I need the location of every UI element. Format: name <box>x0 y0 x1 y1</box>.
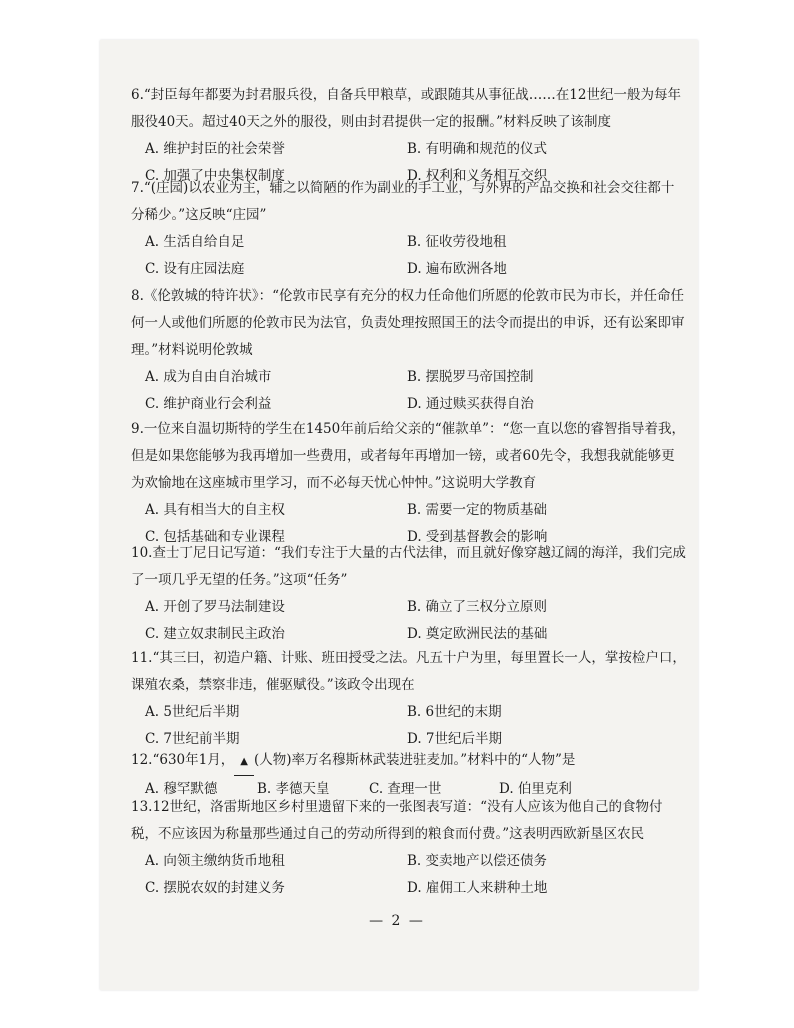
option-a[interactable]: A. 具有相当大的自主权 <box>145 502 285 518</box>
option-b[interactable]: B. 确立了三权分立原则 <box>407 599 548 615</box>
option-b[interactable]: B. 6世纪的末期 <box>407 704 502 720</box>
option-c[interactable]: C. 维护商业行会利益 <box>145 396 272 412</box>
option-c[interactable]: C. 摆脱农奴的封建义务 <box>145 880 285 896</box>
option-a[interactable]: A. 向领主缴纳货币地租 <box>145 853 285 869</box>
question-7 <box>131 175 686 283</box>
answer-options <box>145 364 686 418</box>
option-c[interactable]: C. 加强了中央集权制度 <box>145 168 285 184</box>
option-a[interactable]: A. 穆罕默德 <box>145 781 218 797</box>
option-a[interactable]: A. 维护封臣的社会荣誉 <box>145 141 285 157</box>
option-a[interactable]: A. 生活自给自足 <box>145 234 245 250</box>
question-stem <box>131 747 686 776</box>
option-d[interactable]: D. 雇佣工人来耕种土地 <box>407 880 548 896</box>
question-10 <box>131 540 686 648</box>
question-stem: 13.12世纪，洛雷斯地区乡村里遗留下来的一张图表写道：“没有人应该为他自己的食物付税，不应该因为称量那些通过自己的劳动所得到的粮食而付费。”这表明西欧新垦区农民 <box>131 799 663 842</box>
answer-options <box>145 699 686 753</box>
option-a[interactable]: A. 成为自由自治城市 <box>145 369 272 385</box>
stem-part-before-blank: 12.“630年1月， <box>131 752 235 768</box>
option-d[interactable]: D. 7世纪后半期 <box>407 731 503 747</box>
answer-blank: ▲ <box>234 748 254 776</box>
question-stem: 10.查士丁尼日记写道：“我们专注于大量的古代法律，而且就好像穿越辽阔的海洋，我们完成了一项几乎无望的任务。”这项“任务” <box>131 545 686 588</box>
option-c[interactable]: C. 查理一世 <box>369 781 442 797</box>
question-13 <box>131 794 686 902</box>
answer-options <box>145 594 686 648</box>
option-d[interactable]: D. 受到基督教会的影响 <box>407 529 548 545</box>
option-d[interactable]: D. 权利和义务相互交织 <box>407 168 548 184</box>
question-stem: 9.一位来自温切斯特的学生在1450年前后给父亲的“催款单”：“您一直以您的睿智指导着我，但是如果您能够为我再增加一些费用，或者每年再增加一镑，或者60先令，我想我就能够更为欢愉地在这座城市里学习，而不必每天忧心忡忡。”这说明大学教育 <box>131 421 685 491</box>
stem-part-after-blank: (人物)率万名穆斯林武装进驻麦加。”材料中的“人物”是 <box>253 752 576 768</box>
page-number: — 2 — <box>369 913 425 929</box>
option-a[interactable]: A. 5世纪后半期 <box>145 704 240 720</box>
question-stem: 8.《伦敦城的特许状》：“伦敦市民享有充分的权力任命他们所愿的伦敦市民为市长，并任命任何一人或他们所愿的伦敦市民为法官，负责处理按照国王的法令而提出的申诉，还有讼案即审理。”材料说明伦敦城 <box>131 288 685 358</box>
option-b[interactable]: B. 需要一定的物质基础 <box>407 502 548 518</box>
option-a[interactable]: A. 开创了罗马法制建设 <box>145 599 285 615</box>
option-b[interactable]: B. 变卖地产以偿还债务 <box>407 853 548 869</box>
option-b[interactable]: B. 有明确和规范的仪式 <box>407 141 548 157</box>
option-c[interactable]: C. 建立奴隶制民主政治 <box>145 626 285 642</box>
question-stem: 6.“封臣每年都要为封君服兵役，自备兵甲粮草，或跟随其从事征战……在12世纪一般为每年服役40天。超过40天之外的服役，则由封君提供一定的报酬。”材料反映了该制度 <box>131 87 681 130</box>
option-c[interactable]: C. 7世纪前半期 <box>145 731 240 747</box>
option-b[interactable]: B. 孝德天皇 <box>257 781 330 797</box>
answer-options <box>145 229 686 283</box>
option-b[interactable]: B. 征收劳役地租 <box>407 234 507 250</box>
question-stem: 7.“(庄园)以农业为主，辅之以简陋的作为副业的手工业，与外界的产品交换和社会交往都十分稀少。”这反映“庄园” <box>131 180 675 223</box>
option-d[interactable]: D. 通过赎买获得自治 <box>407 396 534 412</box>
answer-options <box>145 848 686 902</box>
question-6 <box>131 82 686 190</box>
option-c[interactable]: C. 包括基础和专业课程 <box>145 529 285 545</box>
option-c[interactable]: C. 设有庄园法庭 <box>145 261 245 277</box>
question-stem: 11.“其三曰，初造户籍、计账、班田授受之法。凡五十户为里，每里置长一人，掌按检户口，课殖农桑，禁察非违，催驱赋役。”该政令出现在 <box>131 650 686 693</box>
option-d[interactable]: D. 奠定欧洲民法的基础 <box>407 626 548 642</box>
option-d[interactable]: D. 遍布欧洲各地 <box>407 261 507 277</box>
option-d[interactable]: D. 伯里克利 <box>499 781 572 797</box>
option-b[interactable]: B. 摆脱罗马帝国控制 <box>407 369 534 385</box>
question-9 <box>131 416 686 551</box>
question-8 <box>131 283 686 418</box>
question-11 <box>131 645 686 753</box>
